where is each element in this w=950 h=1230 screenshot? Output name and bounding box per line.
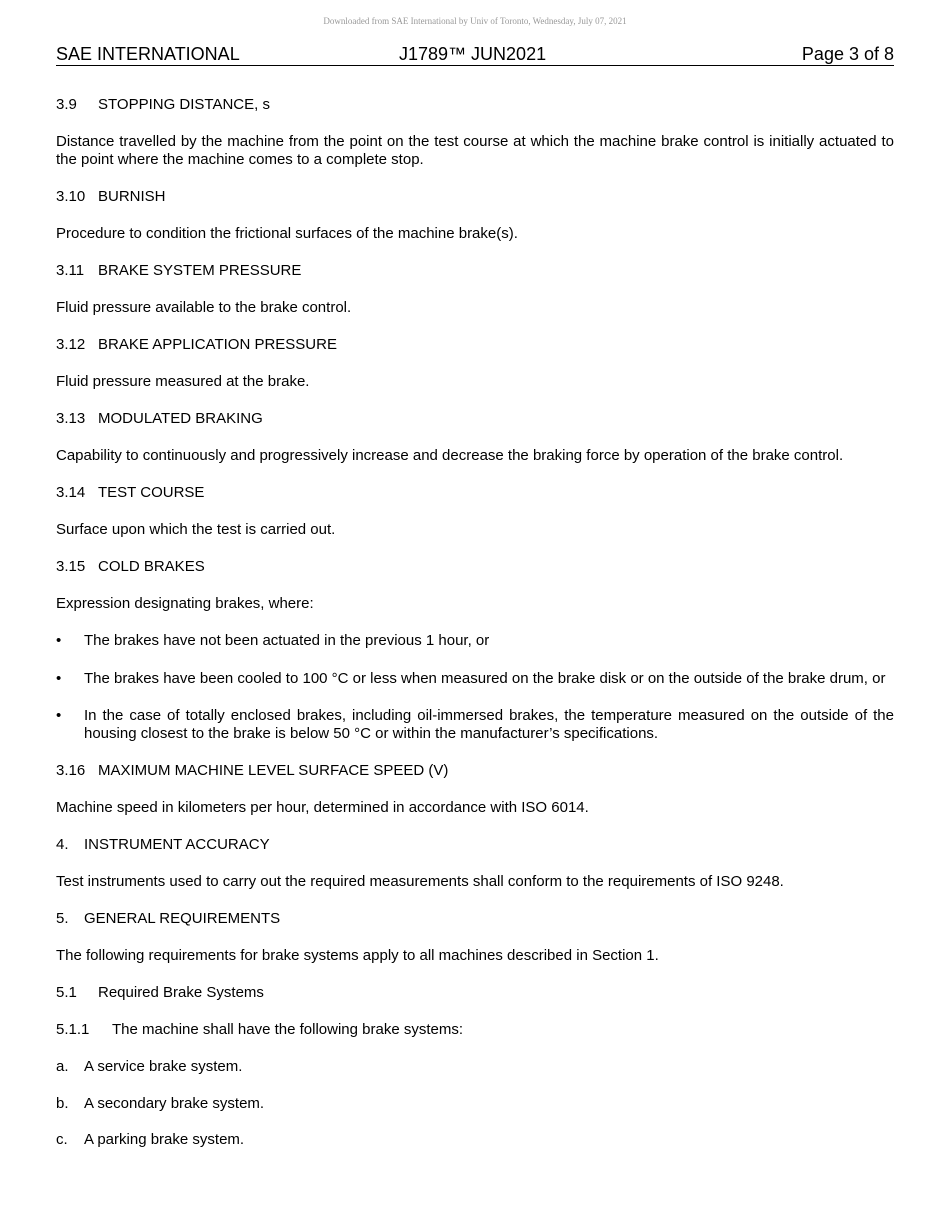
- section-title: BRAKE APPLICATION PRESSURE: [98, 336, 337, 353]
- section-number: 3.15: [56, 558, 86, 575]
- section-number: 3.14: [56, 484, 86, 501]
- section-number: 3.9: [56, 96, 77, 113]
- list-item-text: A parking brake system.: [84, 1131, 245, 1148]
- download-watermark: Downloaded from SAE International by Univ of Toronto, Wednesday, July 07, 2021: [323, 16, 627, 26]
- section-heading-5: [56, 910, 894, 928]
- section-title: GENERAL REQUIREMENTS: [84, 910, 281, 927]
- section-number: 5.: [56, 910, 69, 927]
- list-item: [56, 1131, 894, 1149]
- list-item: [56, 1058, 894, 1076]
- list-item: [56, 632, 894, 650]
- section-number: 3.16: [56, 762, 86, 779]
- section-heading-3-12: [56, 336, 894, 354]
- section-title: BURNISH: [98, 188, 166, 205]
- list-item: [56, 1095, 894, 1113]
- section-body-3-10: Procedure to condition the frictional surfaces of the machine brake(s).: [56, 225, 518, 242]
- bullet-icon: •: [56, 632, 62, 649]
- section-heading-3-9: [56, 96, 894, 114]
- bullet-icon: •: [56, 670, 62, 687]
- list-item: [56, 707, 894, 743]
- section-body-3-14: Surface upon which the test is carried out.: [56, 521, 336, 538]
- section-title: STOPPING DISTANCE, s: [98, 96, 270, 113]
- section-heading-3-11: [56, 262, 894, 280]
- list-item: [56, 670, 894, 688]
- section-body-3-11: Fluid pressure available to the brake control.: [56, 299, 352, 316]
- section-body-5: The following requirements for brake systems apply to all machines described in Section 1.: [56, 947, 659, 964]
- section-title: Required Brake Systems: [98, 984, 264, 1001]
- section-heading-5-1: [56, 984, 894, 1002]
- section-heading-4: [56, 836, 894, 854]
- list-item-text: A service brake system.: [84, 1058, 243, 1075]
- section-number: 3.12: [56, 336, 86, 353]
- section-body-3-9: Distance travelled by the machine from the point on the test course at which the machine brake control is initially actuated to the point where the machine comes to a complete stop.: [56, 133, 894, 168]
- section-heading-3-13: [56, 410, 894, 428]
- list-item-marker: b.: [56, 1095, 69, 1112]
- section-number: 3.11: [56, 262, 85, 279]
- section-title: BRAKE SYSTEM PRESSURE: [98, 262, 302, 279]
- section-title: TEST COURSE: [98, 484, 205, 501]
- header-document-id: J1789™ JUN2021: [399, 44, 547, 64]
- section-heading-3-10: [56, 188, 894, 206]
- document-body: [56, 96, 894, 1149]
- section-number: 5.1: [56, 984, 77, 1001]
- section-body-3-12: Fluid pressure measured at the brake.: [56, 373, 310, 390]
- section-title: The machine shall have the following brake systems:: [112, 1021, 464, 1038]
- list-item-text: A secondary brake system.: [84, 1095, 265, 1112]
- section-number: 3.10: [56, 188, 86, 205]
- section-heading-5-1-1: [56, 1021, 894, 1039]
- section-body-4: Test instruments used to carry out the required measurements shall conform to the requirements of ISO 9248.: [56, 873, 784, 890]
- section-heading-3-16: [56, 762, 894, 780]
- section-number: 4.: [56, 836, 69, 853]
- header-page-number: Page 3 of 8: [801, 44, 894, 64]
- list-item-text: In the case of totally enclosed brakes, including oil-immersed brakes, the temperature measured on the outside of the housing closest to the brake is below 50 °C or within the manufacturer’s specifications.: [84, 707, 894, 742]
- section-number: 3.13: [56, 410, 86, 427]
- section-title: COLD BRAKES: [98, 558, 205, 575]
- section-title: MODULATED BRAKING: [98, 410, 263, 427]
- section-title: MAXIMUM MACHINE LEVEL SURFACE SPEED (V): [98, 762, 449, 779]
- list-item-marker: a.: [56, 1058, 69, 1075]
- list-item-text: The brakes have been cooled to 100 °C or less when measured on the brake disk or on the outside of the brake drum, or: [84, 670, 886, 687]
- list-item-text: The brakes have not been actuated in the previous 1 hour, or: [84, 632, 490, 649]
- section-title: INSTRUMENT ACCURACY: [84, 836, 270, 853]
- section-number: 5.1.1: [56, 1021, 90, 1038]
- section-body-3-15: Expression designating brakes, where:: [56, 595, 314, 612]
- section-body-3-13: Capability to continuously and progressively increase and decrease the braking force by operation of the brake control.: [56, 447, 844, 464]
- section-body-3-16: Machine speed in kilometers per hour, determined in accordance with ISO 6014.: [56, 799, 589, 816]
- header-organization: SAE INTERNATIONAL: [56, 44, 240, 64]
- section-heading-3-15: [56, 558, 894, 576]
- bullet-icon: •: [56, 707, 62, 724]
- page-header: [56, 44, 894, 66]
- list-item-marker: c.: [56, 1131, 68, 1148]
- section-heading-3-14: [56, 484, 894, 502]
